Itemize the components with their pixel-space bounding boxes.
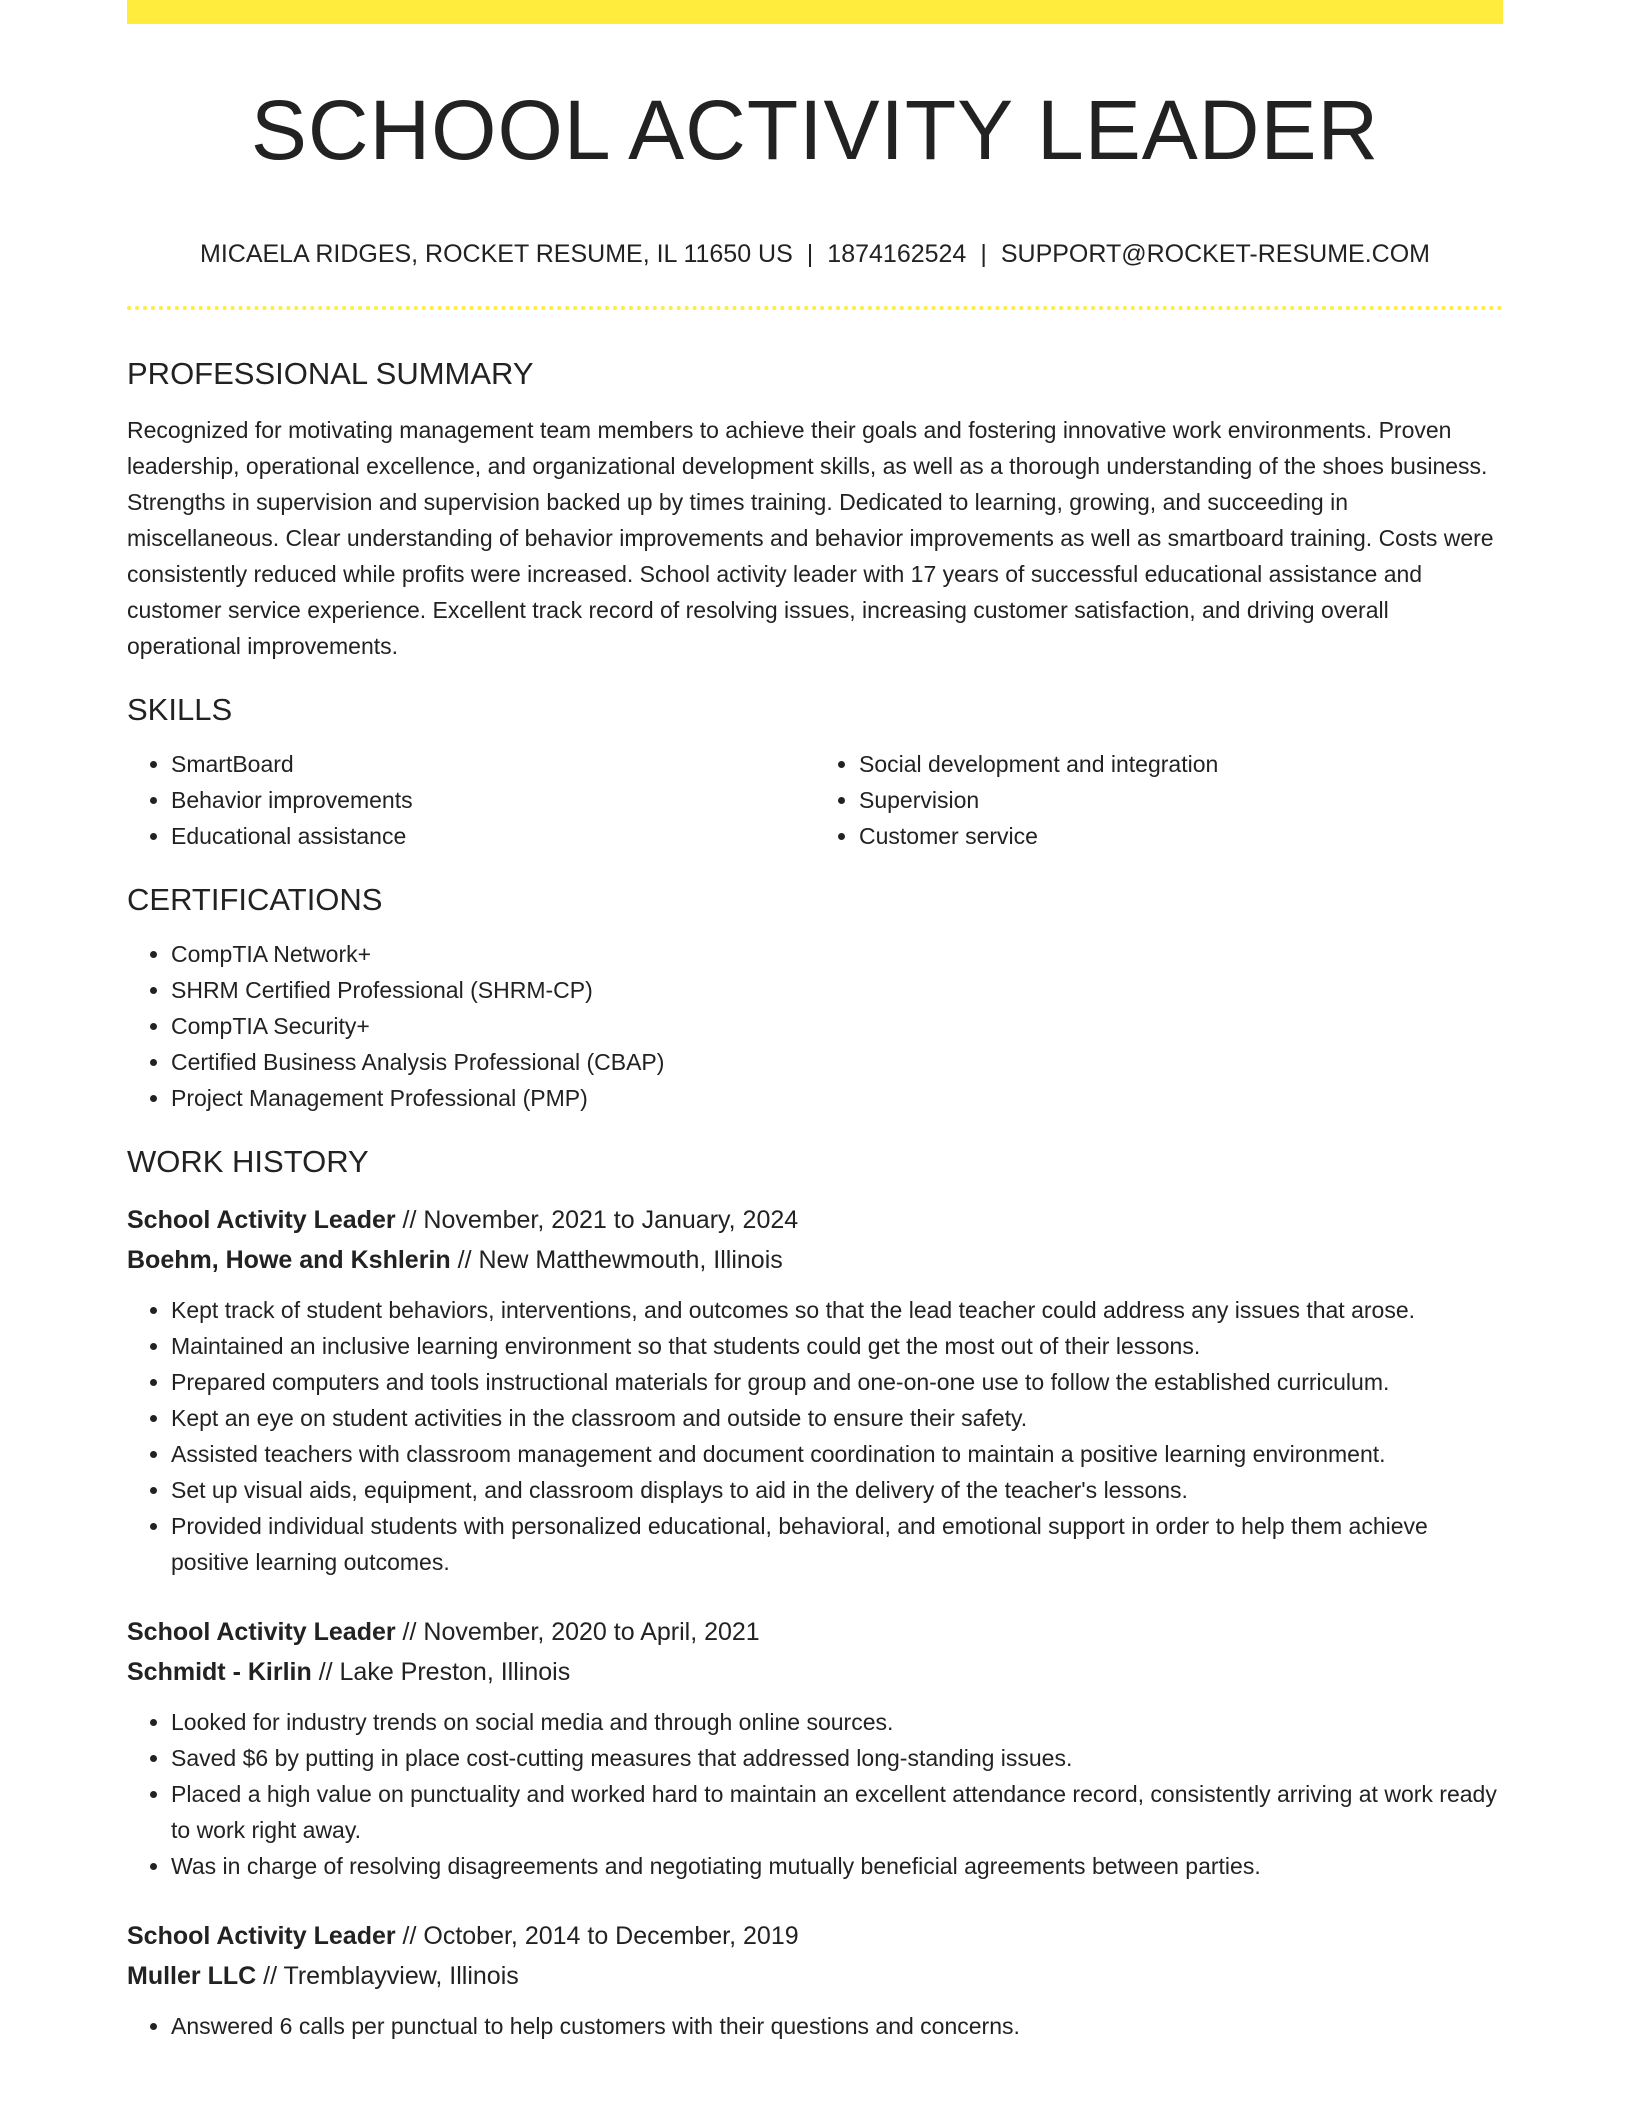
- contact-separator: |: [980, 240, 987, 268]
- summary-heading: PROFESSIONAL SUMMARY: [127, 356, 534, 391]
- work-history-section: [127, 1140, 1503, 2044]
- skill-item: • Customer service: [859, 818, 1503, 854]
- job-bullets: [127, 2008, 1503, 2044]
- job-bullet: • Answered 6 calls per punctual to help customers with their questions and concerns.: [171, 2008, 1503, 2044]
- job-company-line: [127, 1652, 1503, 1692]
- contact-line: [127, 236, 1503, 272]
- skills-list-right: [815, 746, 1503, 854]
- resume-content: [127, 352, 1503, 2044]
- summary-section: [127, 352, 1503, 664]
- job-company: Muller LLC: [127, 1962, 257, 1990]
- job-company: Boehm, Howe and Kshlerin: [127, 1246, 451, 1274]
- job-bullet: • Set up visual aids, equipment, and classroom displays to aid in the delivery of the teacher's lessons.: [171, 1472, 1503, 1508]
- skill-item: • SmartBoard: [171, 746, 815, 782]
- job-entry: [127, 1200, 1503, 1580]
- job-company-line: [127, 1956, 1503, 1996]
- job-dates: // October, 2014 to December, 2019: [402, 1922, 799, 1950]
- job-bullet: • Placed a high value on punctuality and worked hard to maintain an excellent attendance record, consistently arriving at work ready to work right away.: [171, 1776, 1503, 1848]
- contact-phone: 1874162524: [827, 240, 967, 268]
- skills-section: [127, 688, 1503, 854]
- job-title: School Activity Leader: [127, 1206, 396, 1234]
- skill-item: • Educational assistance: [171, 818, 815, 854]
- contact-email[interactable]: SUPPORT@ROCKET-RESUME.COM: [1000, 240, 1430, 268]
- job-location: // Lake Preston, Illinois: [318, 1658, 571, 1686]
- certification-item: • SHRM Certified Professional (SHRM-CP): [171, 972, 1503, 1008]
- skills-heading: SKILLS: [127, 692, 233, 727]
- certifications-list: [127, 936, 1503, 1116]
- certifications-heading: CERTIFICATIONS: [127, 882, 383, 917]
- job-bullets: [127, 1704, 1503, 1884]
- job-bullet: • Maintained an inclusive learning environment so that students could get the most out of their lessons.: [171, 1328, 1503, 1364]
- skill-item: • Social development and integration: [859, 746, 1503, 782]
- job-dates: // November, 2020 to April, 2021: [402, 1618, 760, 1646]
- job-dates: // November, 2021 to January, 2024: [402, 1206, 799, 1234]
- certification-item: • Project Management Professional (PMP): [171, 1080, 1503, 1116]
- header-divider: [127, 306, 1503, 310]
- skills-list-left: [127, 746, 815, 854]
- skill-item: • Supervision: [859, 782, 1503, 818]
- job-bullet: • Prepared computers and tools instructional materials for group and one-on-one use to follow the established curriculum.: [171, 1364, 1503, 1400]
- certification-item: • Certified Business Analysis Professional (CBAP): [171, 1044, 1503, 1080]
- job-bullet: • Kept an eye on student activities in the classroom and outside to ensure their safety.: [171, 1400, 1503, 1436]
- job-entry: [127, 1612, 1503, 1884]
- resume-title: SCHOOL ACTIVITY LEADER: [250, 83, 1380, 177]
- job-bullet: • Saved $6 by putting in place cost-cutting measures that addressed long-standing issues.: [171, 1740, 1503, 1776]
- skill-item: • Behavior improvements: [171, 782, 815, 818]
- job-company: Schmidt - Kirlin: [127, 1658, 312, 1686]
- work-history-heading: WORK HISTORY: [127, 1144, 369, 1179]
- job-title: School Activity Leader: [127, 1922, 396, 1950]
- job-title-line: [127, 1200, 1503, 1240]
- skills-columns: [127, 746, 1503, 854]
- job-entry: [127, 1916, 1503, 2044]
- job-bullet: • Looked for industry trends on social media and through online sources.: [171, 1704, 1503, 1740]
- certifications-section: [127, 878, 1503, 1116]
- contact-separator: |: [806, 240, 814, 268]
- job-title: School Activity Leader: [127, 1618, 396, 1646]
- job-bullet: • Provided individual students with personalized educational, behavioral, and emotional support in order to help them achieve positive learning outcomes.: [171, 1508, 1503, 1580]
- job-location: // Tremblayview, Illinois: [263, 1962, 519, 1990]
- certification-item: • CompTIA Security+: [171, 1008, 1503, 1044]
- job-bullets: [127, 1292, 1503, 1580]
- job-bullet: • Was in charge of resolving disagreements and negotiating mutually beneficial agreements between parties.: [171, 1848, 1503, 1884]
- job-title-line: [127, 1612, 1503, 1652]
- job-company-line: [127, 1240, 1503, 1280]
- job-bullet: • Assisted teachers with classroom management and document coordination to maintain a positive learning environment.: [171, 1436, 1503, 1472]
- contact-address: MICAELA RIDGES, ROCKET RESUME, IL 11650 US: [200, 240, 793, 268]
- summary-text: Recognized for motivating management team members to achieve their goals and fostering innovative work environments. Proven leadership, operational excellence, and organizational development skills, as well as a thorough understanding of the shoes business. Strengths in supervision and supervision backed up by times training. Dedicated to learning, growing, and succeeding in miscellaneous. Clear understanding of behavior improvements and behavior improvements as well as smartboard training. Costs were consistently reduced while profits were increased. School activity leader with 17 years of successful educational assistance and customer service experience. Excellent track record of resolving issues, increasing customer satisfaction, and driving overall operational improvements.: [127, 417, 1494, 659]
- certification-item: • CompTIA Network+: [171, 936, 1503, 972]
- accent-bar: [127, 0, 1503, 24]
- job-title-line: [127, 1916, 1503, 1956]
- job-bullet: • Kept track of student behaviors, interventions, and outcomes so that the lead teacher could address any issues that arose.: [171, 1292, 1503, 1328]
- job-location: // New Matthewmouth, Illinois: [457, 1246, 783, 1274]
